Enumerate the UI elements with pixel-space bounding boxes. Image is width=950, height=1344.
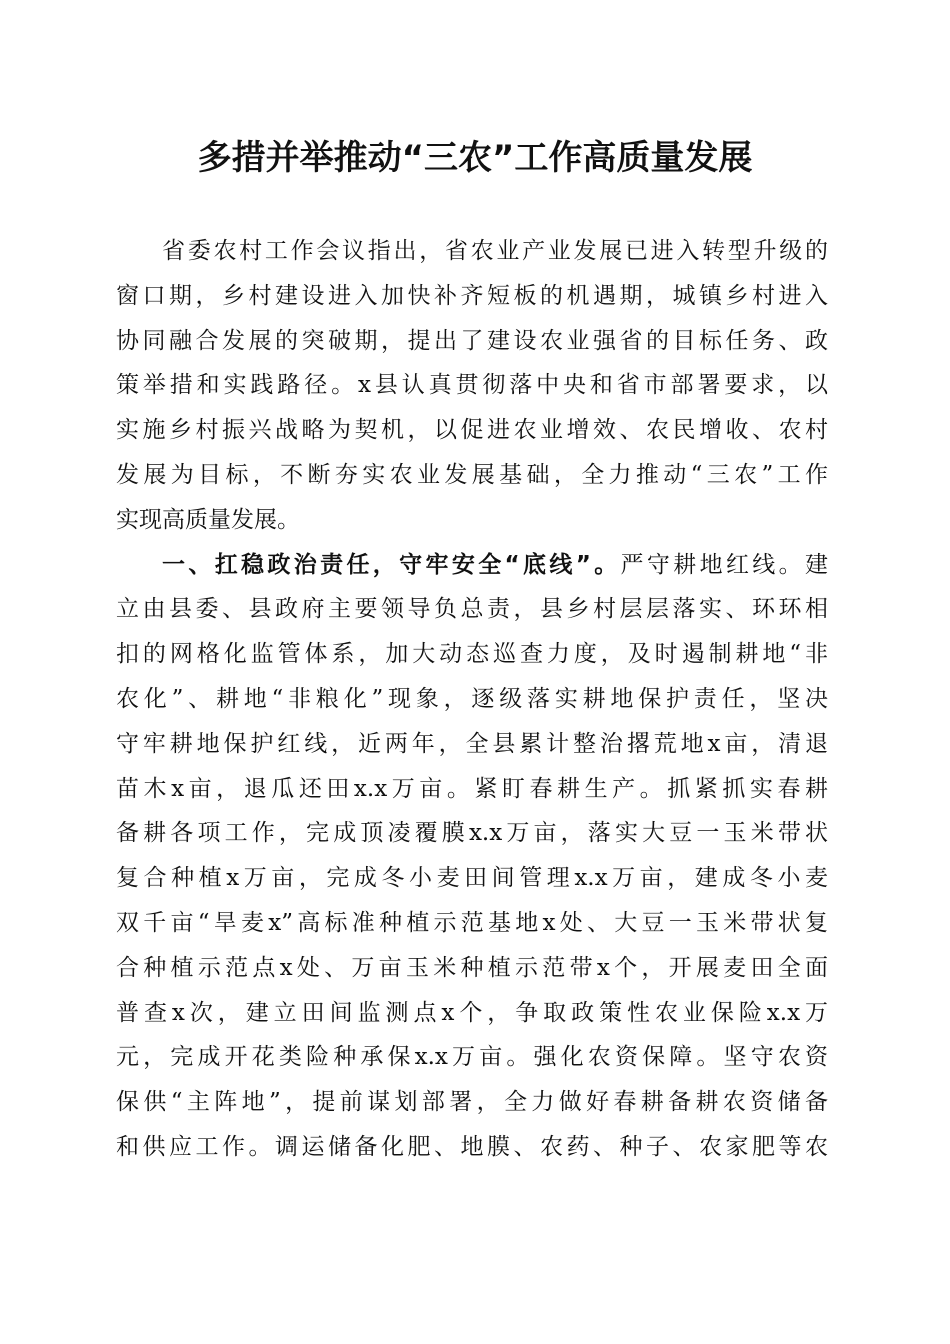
text-line: 扣的网格化监管体系，加大动态巡查力度，及时遏制耕地“非 bbox=[116, 641, 828, 668]
section-1-heading: 一、扛稳政治责任，守牢安全“底线”。 bbox=[162, 551, 621, 578]
text-fragment: 严守耕地红线。建 bbox=[620, 551, 828, 578]
text-line: 立由县委、县政府主要领导负总责，县乡村层层落实、环环相 bbox=[116, 596, 828, 623]
text-line: 协同融合发展的突破期，提出了建设农业强省的目标任务、政 bbox=[116, 327, 828, 354]
text-line: 苗木x亩，退瓜还田x.x万亩。紧盯春耕生产。抓紧抓实春耕 bbox=[116, 775, 828, 802]
document-body bbox=[116, 229, 828, 1170]
text-line: 普查x次，建立田间监测点x个，争取政策性农业保险x.x万 bbox=[116, 999, 828, 1026]
text-line: 合种植示范点x处、万亩玉米种植示范带x个，开展麦田全面 bbox=[116, 954, 828, 981]
text-line: 保供“主阵地”，提前谋划部署，全力做好春耕备耕农资储备 bbox=[116, 1089, 828, 1116]
document-title: 多措并举推动“三农”工作高质量发展 bbox=[197, 138, 753, 178]
text-line: 备耕各项工作，完成顶凌覆膜x.x万亩，落实大豆一玉米带状 bbox=[116, 820, 828, 847]
text-line: 复合种植x万亩，完成冬小麦田间管理x.x万亩，建成冬小麦 bbox=[116, 865, 828, 892]
text-line: 和供应工作。调运储备化肥、地膜、农药、种子、农家肥等农 bbox=[116, 1133, 828, 1160]
text-line: 窗口期，乡村建设进入加快补齐短板的机遇期，城镇乡村进入 bbox=[116, 282, 828, 309]
text-line: 元，完成开花类险种承保x.x万亩。强化农资保障。坚守农资 bbox=[116, 1044, 828, 1071]
text-line: 守牢耕地保护红线，近两年，全县累计整治撂荒地x亩，清退 bbox=[116, 730, 828, 757]
text-line: 策举措和实践路径。x县认真贯彻落中央和省市部署要求，以 bbox=[116, 372, 828, 399]
section-1-first-line bbox=[116, 543, 828, 588]
text-line: 发展为目标，不断夯实农业发展基础，全力推动“三农”工作 bbox=[116, 461, 828, 488]
text-line: 实现高质量发展。 bbox=[116, 506, 300, 533]
intro-paragraph bbox=[116, 229, 828, 543]
section-1-paragraph bbox=[116, 543, 828, 1170]
text-line: 省委农村工作会议指出，省农业产业发展已进入转型升级的 bbox=[162, 238, 828, 264]
text-line: 双千亩“旱麦x”高标准种植示范基地x处、大豆一玉米带状复 bbox=[116, 909, 828, 936]
text-line: 农化”、耕地“非粮化”现象，逐级落实耕地保护责任，坚决 bbox=[116, 685, 828, 712]
text-line: 实施乡村振兴战略为契机，以促进农业增效、农民增收、农村 bbox=[116, 417, 828, 444]
